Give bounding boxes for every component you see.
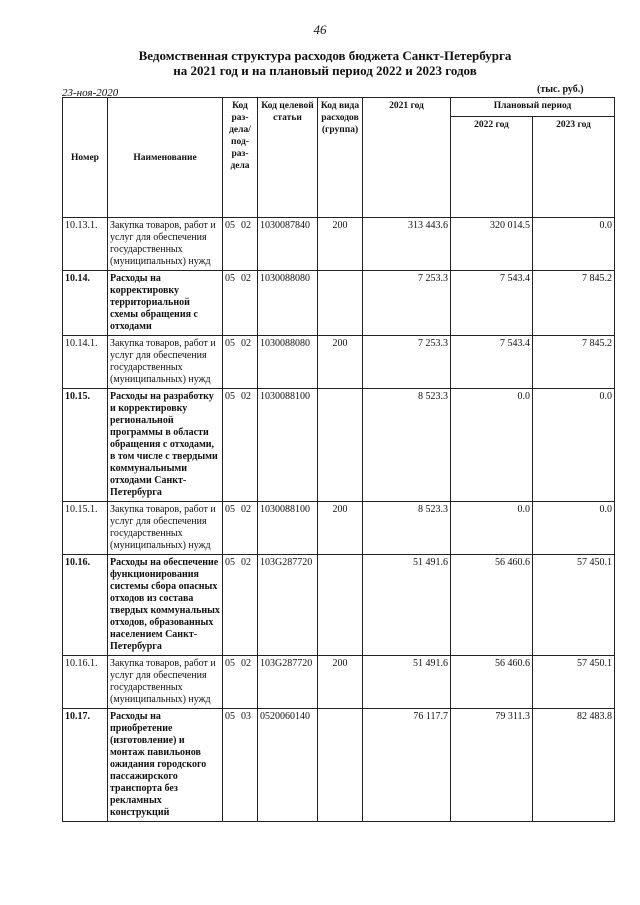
row-target-code: 1030088080 xyxy=(258,271,318,336)
row-number: 10.15. xyxy=(63,389,108,502)
header-planned-period: Плановый период xyxy=(451,98,615,117)
row-2021: 7 253.3 xyxy=(363,271,451,336)
table-row xyxy=(63,218,615,271)
row-number: 10.14. xyxy=(63,271,108,336)
header-section: Код раз- дела/ под- раз- дела xyxy=(223,98,258,218)
subsection-code: 02 xyxy=(241,658,251,669)
budget-table xyxy=(62,97,615,822)
row-2023: 7 845.2 xyxy=(533,336,615,389)
row-target-code: 1030087840 xyxy=(258,218,318,271)
header-name: Наименование xyxy=(108,98,223,218)
table-row xyxy=(63,271,615,336)
section-code: 05 xyxy=(225,220,235,231)
section-code: 05 xyxy=(225,273,235,284)
table-row xyxy=(63,502,615,555)
section-code: 05 xyxy=(225,557,235,568)
row-2023: 0.0 xyxy=(533,218,615,271)
row-section-code xyxy=(223,502,258,555)
section-code: 05 xyxy=(225,658,235,669)
row-number: 10.15.1. xyxy=(63,502,108,555)
row-section-code xyxy=(223,389,258,502)
row-expense-type xyxy=(318,709,363,822)
row-section-code xyxy=(223,271,258,336)
header-2023: 2023 год xyxy=(533,117,615,218)
row-section-code xyxy=(223,218,258,271)
row-2022: 7 543.4 xyxy=(451,271,533,336)
page-number: 46 xyxy=(313,22,327,37)
document-title xyxy=(60,48,590,78)
section-code: 05 xyxy=(225,391,235,402)
unit-label: (тыс. руб.) xyxy=(537,84,584,95)
document-date: 23-ноя-2020 xyxy=(62,87,119,99)
section-code: 05 xyxy=(225,504,235,515)
section-code: 05 xyxy=(225,338,235,349)
row-2023: 82 483.8 xyxy=(533,709,615,822)
row-section-code xyxy=(223,336,258,389)
row-number: 10.14.1. xyxy=(63,336,108,389)
row-expense-type: 200 xyxy=(318,336,363,389)
subsection-code: 02 xyxy=(241,557,251,568)
row-2023: 7 845.2 xyxy=(533,271,615,336)
row-2023: 57 450.1 xyxy=(533,555,615,656)
row-2021: 313 443.6 xyxy=(363,218,451,271)
table-row xyxy=(63,555,615,656)
header-number: Номер xyxy=(63,98,108,218)
subsection-code: 02 xyxy=(241,273,251,284)
row-name: Расходы на обеспечение функционирования системы сбора опасных отходов из состава твердых коммунальных отходов, образованных населением Санкт-Петербурга xyxy=(108,555,223,656)
row-name: Расходы на разработку и корректировку региональной программы в области обращения с отходами, в том числе с твердыми коммунальными отходами Санкт-Петербурга xyxy=(108,389,223,502)
row-number: 10.16. xyxy=(63,555,108,656)
subsection-code: 02 xyxy=(241,504,251,515)
row-2021: 8 523.3 xyxy=(363,502,451,555)
row-target-code: 0520060140 xyxy=(258,709,318,822)
row-name: Расходы на приобретение (изготовление) и монтаж павильонов ожидания городского пассажирского транспорта без рекламных конструкций xyxy=(108,709,223,822)
row-2022: 56 460.6 xyxy=(451,555,533,656)
row-number: 10.17. xyxy=(63,709,108,822)
row-number: 10.13.1. xyxy=(63,218,108,271)
table-row xyxy=(63,389,615,502)
row-name: Закупка товаров, работ и услуг для обеспечения государственных (муниципальных) нужд xyxy=(108,336,223,389)
title-line-2: на 2021 год и на плановый период 2022 и 2023 годов xyxy=(173,63,477,78)
row-section-code xyxy=(223,709,258,822)
header-target: Код целевой статьи xyxy=(258,98,318,218)
row-2022: 7 543.4 xyxy=(451,336,533,389)
row-expense-type xyxy=(318,271,363,336)
row-2021: 76 117.7 xyxy=(363,709,451,822)
row-expense-type xyxy=(318,555,363,656)
section-code: 05 xyxy=(225,711,235,722)
row-2022: 56 460.6 xyxy=(451,656,533,709)
row-target-code: 103G287720 xyxy=(258,555,318,656)
table-row xyxy=(63,709,615,822)
row-section-code xyxy=(223,555,258,656)
title-line-1: Ведомственная структура расходов бюджета Санкт-Петербурга xyxy=(138,48,512,63)
row-expense-type xyxy=(318,389,363,502)
header-2021: 2021 год xyxy=(363,98,451,218)
row-expense-type: 200 xyxy=(318,502,363,555)
row-2023: 57 450.1 xyxy=(533,656,615,709)
row-expense-type: 200 xyxy=(318,218,363,271)
subsection-code: 03 xyxy=(241,711,251,722)
row-2021: 7 253.3 xyxy=(363,336,451,389)
row-target-code: 1030088100 xyxy=(258,389,318,502)
row-2022: 320 014.5 xyxy=(451,218,533,271)
table-row xyxy=(63,336,615,389)
row-2023: 0.0 xyxy=(533,389,615,502)
row-name: Расходы на корректировку территориальной схемы обращения с отходами xyxy=(108,271,223,336)
subsection-code: 02 xyxy=(241,338,251,349)
row-2022: 0.0 xyxy=(451,389,533,502)
header-expense-type: Код вида расходов (группа) xyxy=(318,98,363,218)
row-target-code: 103G287720 xyxy=(258,656,318,709)
row-target-code: 1030088080 xyxy=(258,336,318,389)
row-name: Закупка товаров, работ и услуг для обеспечения государственных (муниципальных) нужд xyxy=(108,218,223,271)
row-2022: 0.0 xyxy=(451,502,533,555)
row-2022: 79 311.3 xyxy=(451,709,533,822)
row-2023: 0.0 xyxy=(533,502,615,555)
row-2021: 8 523.3 xyxy=(363,389,451,502)
row-name: Закупка товаров, работ и услуг для обеспечения государственных (муниципальных) нужд xyxy=(108,656,223,709)
row-target-code: 1030088100 xyxy=(258,502,318,555)
table-row xyxy=(63,656,615,709)
subsection-code: 02 xyxy=(241,391,251,402)
header-2022: 2022 год xyxy=(451,117,533,218)
subsection-code: 02 xyxy=(241,220,251,231)
row-section-code xyxy=(223,656,258,709)
row-name: Закупка товаров, работ и услуг для обеспечения государственных (муниципальных) нужд xyxy=(108,502,223,555)
row-2021: 51 491.6 xyxy=(363,656,451,709)
row-expense-type: 200 xyxy=(318,656,363,709)
row-2021: 51 491.6 xyxy=(363,555,451,656)
row-number: 10.16.1. xyxy=(63,656,108,709)
